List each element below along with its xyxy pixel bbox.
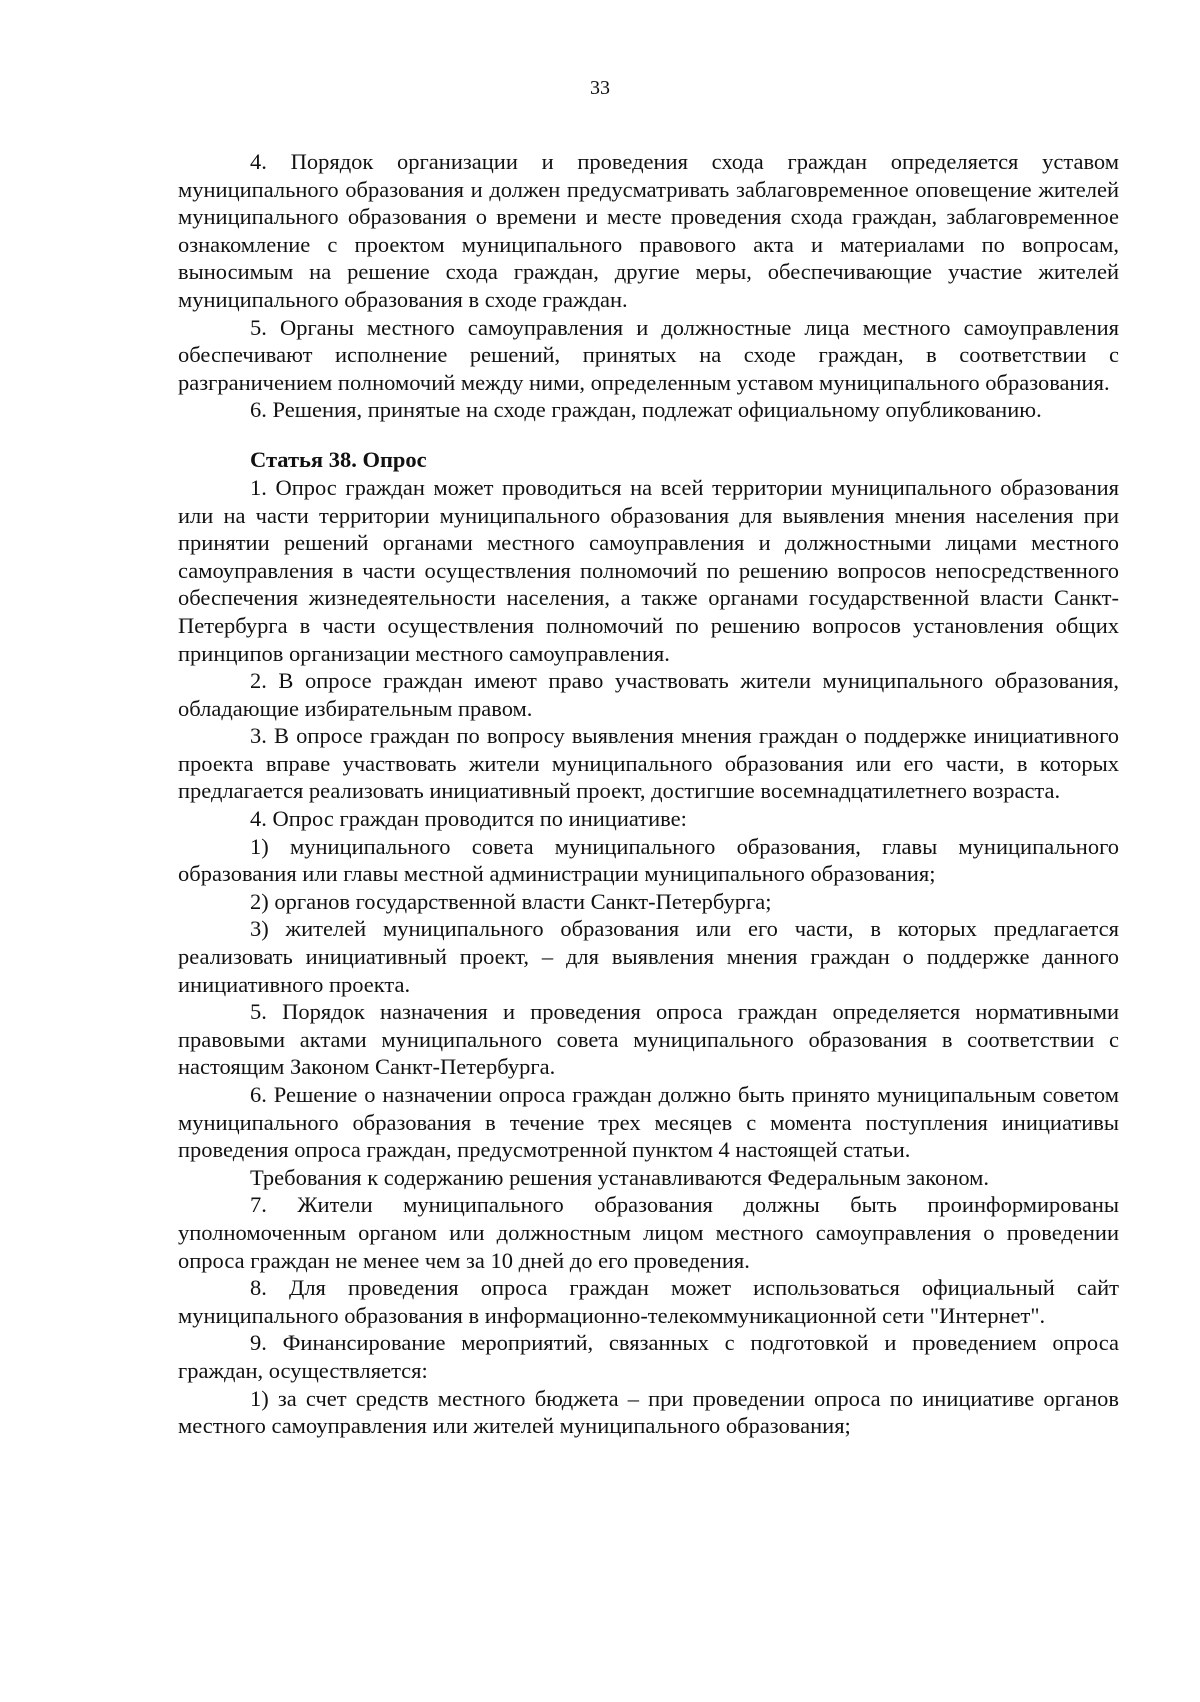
paragraph: 4. Опрос граждан проводится по инициативе: [250, 806, 687, 832]
paragraph: Требования к содержанию решения устанавливаются Федеральным законом. [250, 1164, 990, 1190]
paragraph: 3. В опросе граждан по вопросу выявления мнения граждан о поддержке инициативного проекта вправе участвовать жители муниципального образования или его части, в которых предлагается реализовать инициативный проект, достигшие восемнадцатилетнего возраста. [178, 723, 1119, 804]
list-item: 1) за счет средств местного бюджета – при проведении опроса по инициативе органов местного самоуправления или жителей муниципального образования; [178, 1385, 1119, 1439]
paragraph: 9. Финансирование мероприятий, связанных с подготовкой и проведением опроса граждан, осуществляется: [178, 1330, 1119, 1383]
article-heading: Статья 38. Опрос [250, 446, 427, 472]
list-item: 1) муниципального совета муниципального образования, главы муниципального образования или главы местной администрации муниципального образования; [178, 833, 1119, 887]
paragraph: 2. В опросе граждан имеют право участвовать жители муниципального образования, обладающие избирательным правом. [178, 668, 1119, 721]
paragraph: 5. Порядок назначения и проведения опроса граждан определяется нормативными правовыми актами муниципального совета муниципального образования в соответствии с настоящим Законом Санкт-Петербурга. [178, 999, 1119, 1080]
paragraph: 7. Жители муниципального образования должны быть проинформированы уполномоченным органом или должностным лицом местного самоуправления о проведении опроса граждан не менее чем за 10 дней до его проведения. [178, 1192, 1119, 1273]
page-number: 33 [590, 77, 610, 99]
paragraph: 1. Опрос граждан может проводиться на всей территории муниципального образования или на части территории муниципального образования для выявления мнения населения при принятии решений органами местного самоуправления и должностными лицами местного самоуправления в части осуществления полномочий по решению вопросов непосредственного обеспечения жизнедеятельности населения, а также органами государственной власти Санкт-Петербурга в части осуществления полномочий по решению вопросов установления общих принципов организации местного самоуправления. [178, 474, 1119, 666]
list-item: 3) жителей муниципального образования или его части, в которых предлагается реализовать инициативный проект, – для выявления мнения граждан о поддержке данного инициативного проекта. [178, 916, 1119, 997]
paragraph: 8. Для проведения опроса граждан может использоваться официальный сайт муниципального образования в информационно-телекоммуникационной сети "Интернет". [178, 1275, 1119, 1328]
document-body [178, 148, 1119, 1440]
paragraph: 4. Порядок организации и проведения схода граждан определяется уставом муниципального образования и должен предусматривать заблаговременное оповещение жителей муниципального образования о времени и месте проведения схода граждан, заблаговременное ознакомление с проектом муниципального правового акта и материалами по вопросам, выносимым на решение схода граждан, другие меры, обеспечивающие участие жителей муниципального образования в сходе граждан. [178, 149, 1119, 312]
list-item: 2) органов государственной власти Санкт-Петербурга; [250, 888, 772, 914]
paragraph: 6. Решение о назначении опроса граждан должно быть принято муниципальным советом муниципального образования в течение трех месяцев с момента поступления инициативы проведения опроса граждан, предусмотренной пунктом 4 настоящей статьи. [178, 1082, 1119, 1163]
paragraph: 5. Органы местного самоуправления и должностные лица местного самоуправления обеспечивают исполнение решений, принятых на сходе граждан, в соответствии с разграничением полномочий между ними, определенным уставом муниципального образования. [178, 314, 1119, 395]
paragraph: 6. Решения, принятые на сходе граждан, подлежат официальному опубликованию. [250, 397, 1042, 423]
